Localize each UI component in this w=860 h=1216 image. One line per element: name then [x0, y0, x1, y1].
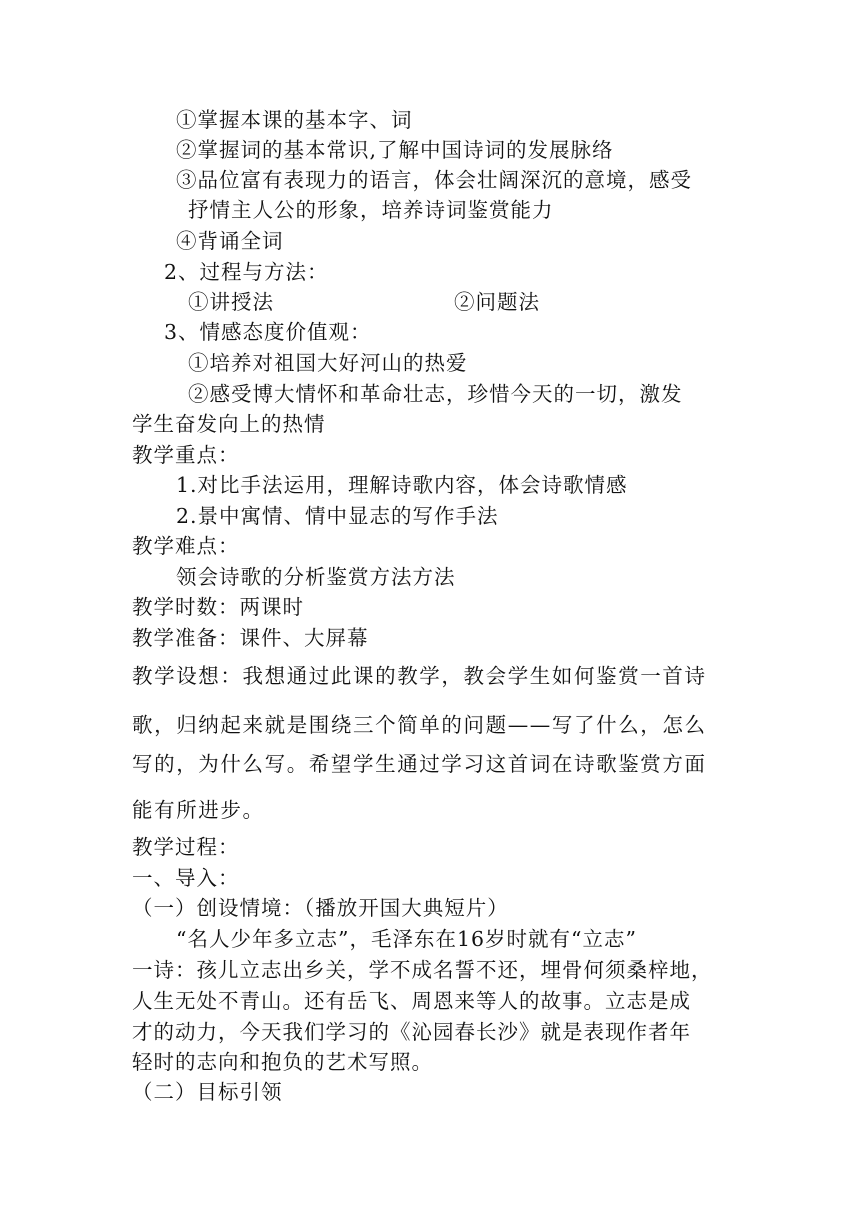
section-intro-heading: 一、导入：	[132, 866, 240, 890]
teaching-hours: 教学时数：两课时	[132, 595, 304, 619]
goal-item-2: ②掌握词的基本常识,了解中国诗词的发展脉络	[176, 138, 614, 162]
emotion-values-heading: 3、情感态度价值观：	[164, 320, 372, 344]
difficulties-heading: 教学难点：	[132, 534, 240, 558]
design-line-3: 写的，为什么写。希望学生通过学习这首词在诗歌鉴赏方面	[132, 752, 707, 776]
emotion-item-2-line2: 学生奋发向上的热情	[132, 412, 326, 436]
goal-item-3-line1: ③品位富有表现力的语言，体会壮阔深沉的意境，感受	[176, 168, 692, 192]
design-line-2: 歌，归纳起来就是围绕三个简单的问题——写了什么，怎么	[132, 713, 707, 737]
difficulties-text: 领会诗歌的分析鉴赏方法方法	[176, 565, 456, 589]
intro-para-line-2: 一诗：孩儿立志出乡关，学不成名誓不还，埋骨何须桑梓地，	[132, 958, 713, 982]
goal-item-1: ①掌握本课的基本字、词	[176, 108, 413, 132]
intro-para-line-1: “名人少年多立志”，毛泽东在16岁时就有“立志”	[176, 927, 638, 951]
key-point-2: 2.景中寓情、情中显志的写作手法	[176, 504, 499, 528]
teaching-preparation: 教学准备：课件、大屏幕	[132, 626, 369, 650]
subsection-scenario: （一）创设情境：（播放开国大典短片）	[132, 896, 509, 920]
intro-para-line-3: 人生无处不青山。还有岳飞、周恩来等人的故事。立志是成	[132, 989, 691, 1013]
intro-para-line-5: 轻时的志向和抱负的艺术写照。	[132, 1050, 433, 1074]
design-line-4: 能有所进步。	[132, 798, 265, 822]
emotion-item-2-line1: ②感受博大情怀和革命壮志，珍惜今天的一切，激发	[188, 382, 683, 406]
intro-para-line-4: 才的动力，今天我们学习的《沁园春长沙》就是表现作者年	[132, 1020, 691, 1044]
emotion-item-1: ①培养对祖国大好河山的热爱	[188, 351, 468, 375]
process-methods-heading: 2、过程与方法：	[164, 260, 329, 284]
key-point-1: 1.对比手法运用，理解诗歌内容，体会诗歌情感	[176, 473, 628, 497]
goal-item-4: ④背诵全词	[176, 229, 284, 253]
subsection-goal-guide: （二）目标引领	[132, 1080, 283, 1104]
method-question: ②问题法	[454, 290, 540, 314]
design-line-1: 教学设想：我想通过此课的教学，教会学生如何鉴赏一首诗	[132, 664, 707, 688]
process-heading: 教学过程：	[132, 835, 240, 859]
method-lecture: ①讲授法	[188, 290, 274, 314]
key-points-heading: 教学重点：	[132, 443, 240, 467]
goal-item-3-line2: 抒情主人公的形象，培养诗词鉴赏能力	[188, 198, 554, 222]
